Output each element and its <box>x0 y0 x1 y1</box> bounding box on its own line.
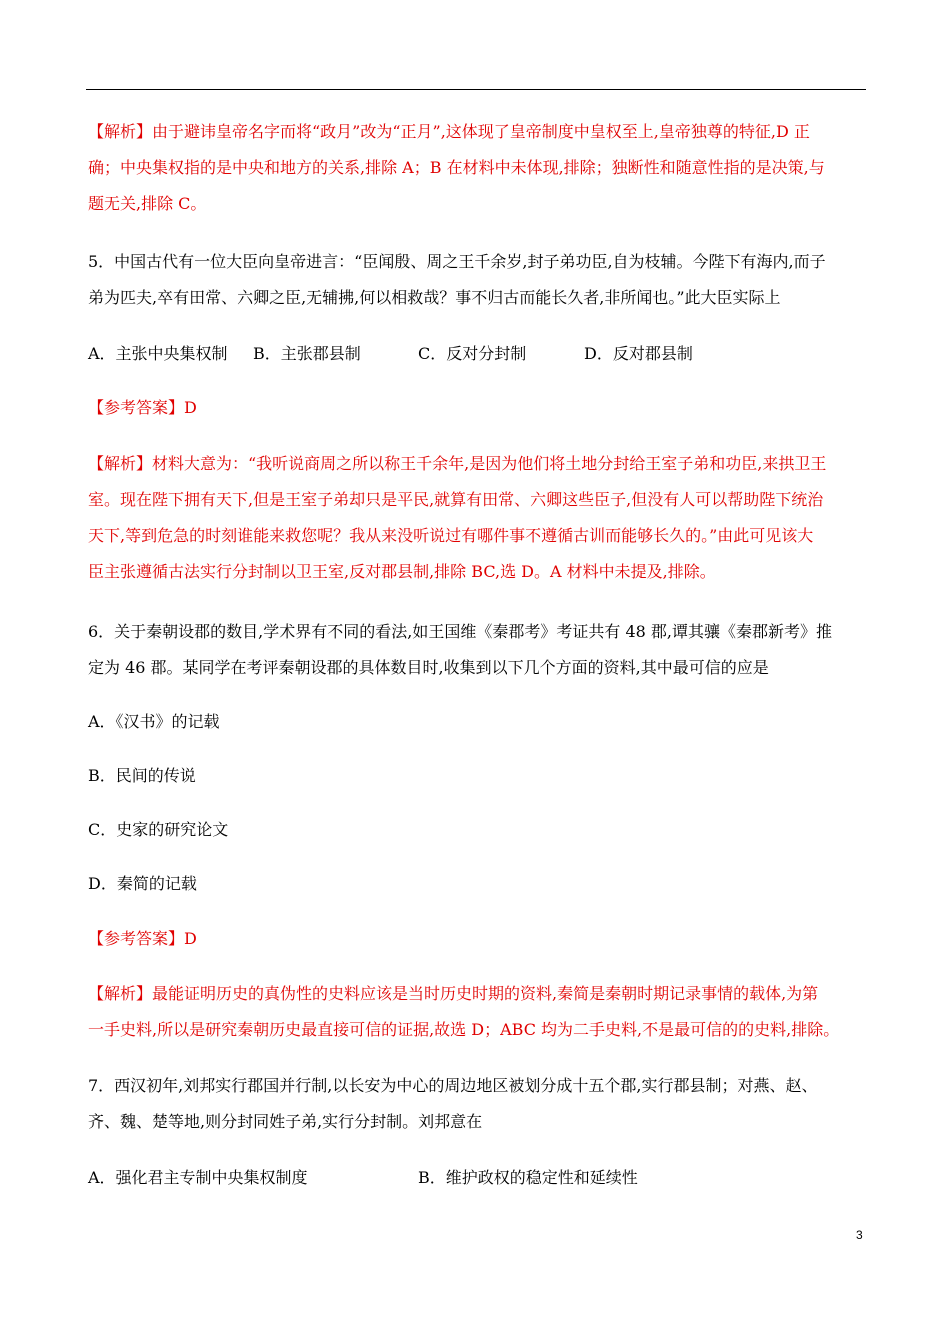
text-line: 定为 46 郡。某同学在考评秦朝设郡的具体数目时,收集到以下几个方面的资料,其中最可信的应是 <box>88 658 769 677</box>
question-7-options <box>88 1160 638 1196</box>
question-6-analysis <box>88 976 866 1048</box>
text-line: 6．关于秦朝设郡的数目,学术界有不同的看法,如王国维《秦郡考》考证共有 48 郡,谭其骧《秦郡新考》推 <box>88 622 832 641</box>
text-line: 【解析】由于避讳皇帝名字而将“政月”改为“正月”,这体现了皇帝制度中皇权至上,皇帝独尊的特征,D 正 <box>88 122 810 141</box>
question-6-option-c: C．史家的研究论文 <box>88 820 229 839</box>
text-line: 弟为匹夫,卒有田常、六卿之臣,无辅拂,何以相救哉？事不归古而能长久者,非所闻也。”此大臣实际上 <box>88 288 781 307</box>
text-line: 【解析】材料大意为：“我听说商周之所以称王千余年,是因为他们将土地分封给王室子弟和功臣,来拱卫王 <box>88 454 827 473</box>
question-5-answer: 【参考答案】D <box>88 398 197 417</box>
text-line: 题无关,排除 C。 <box>88 194 207 213</box>
text-line: 【解析】最能证明历史的真伪性的史料应该是当时历史时期的资料,秦简是秦朝时期记录事情的载体,为第 <box>88 984 819 1003</box>
text-line: 一手史料,所以是研究秦朝历史最直接可信的证据,故选 D；ABC 均为二手史料,不是最可信的的史料,排除。 <box>88 1020 840 1039</box>
question-6-option-d: D．秦简的记载 <box>88 874 197 893</box>
question-5-options <box>88 336 693 372</box>
question-6-answer: 【参考答案】D <box>88 929 197 948</box>
question-6-stem <box>88 614 866 686</box>
text-line: 确；中央集权指的是中央和地方的关系,排除 A；B 在材料中未体现,排除；独断性和随意性指的是决策,与 <box>88 158 825 177</box>
question-5-analysis <box>88 446 866 590</box>
option-a: A．主张中央集权制 <box>88 344 228 363</box>
text-line: 天下,等到危急的时刻谁能来救您呢？我从来没听说过有哪件事不遵循古训而能够长久的。”由此可见该大 <box>88 526 814 545</box>
text-line: 臣主张遵循古法实行分封制以卫王室,反对郡县制,排除 BC,选 D。A 材料中未提及,排除。 <box>88 562 716 581</box>
option-b: B．维护政权的稳定性和延续性 <box>418 1168 638 1187</box>
text-line: 室。现在陛下拥有天下,但是王室子弟却只是平民,就算有田常、六卿这些臣子,但没有人可以帮助陛下统治 <box>88 490 824 509</box>
text-line: 5．中国古代有一位大臣向皇帝进言：“臣闻殷、周之王千余岁,封子弟功臣,自为枝辅。今陛下有海内,而子 <box>88 252 826 271</box>
option-a: A．强化君主专制中央集权制度 <box>88 1168 308 1187</box>
question-5-stem <box>88 244 866 316</box>
header-rule <box>86 89 866 90</box>
question-6-option-b: B．民间的传说 <box>88 766 196 785</box>
text-line: 7．西汉初年,刘邦实行郡国并行制,以长安为中心的周边地区被划分成十五个郡,实行郡县制；对燕、赵、 <box>88 1076 818 1095</box>
page-number: 3 <box>856 1228 863 1242</box>
analysis-previous <box>88 114 866 222</box>
option-b: B．主张郡县制 <box>253 344 361 363</box>
text-line: 齐、魏、楚等地,则分封同姓子弟,实行分封制。刘邦意在 <box>88 1112 483 1131</box>
option-c: C．反对分封制 <box>418 344 527 363</box>
question-6-option-a: A．《汉书》的记载 <box>88 712 220 731</box>
question-7-stem <box>88 1068 866 1140</box>
option-d: D．反对郡县制 <box>584 344 693 363</box>
